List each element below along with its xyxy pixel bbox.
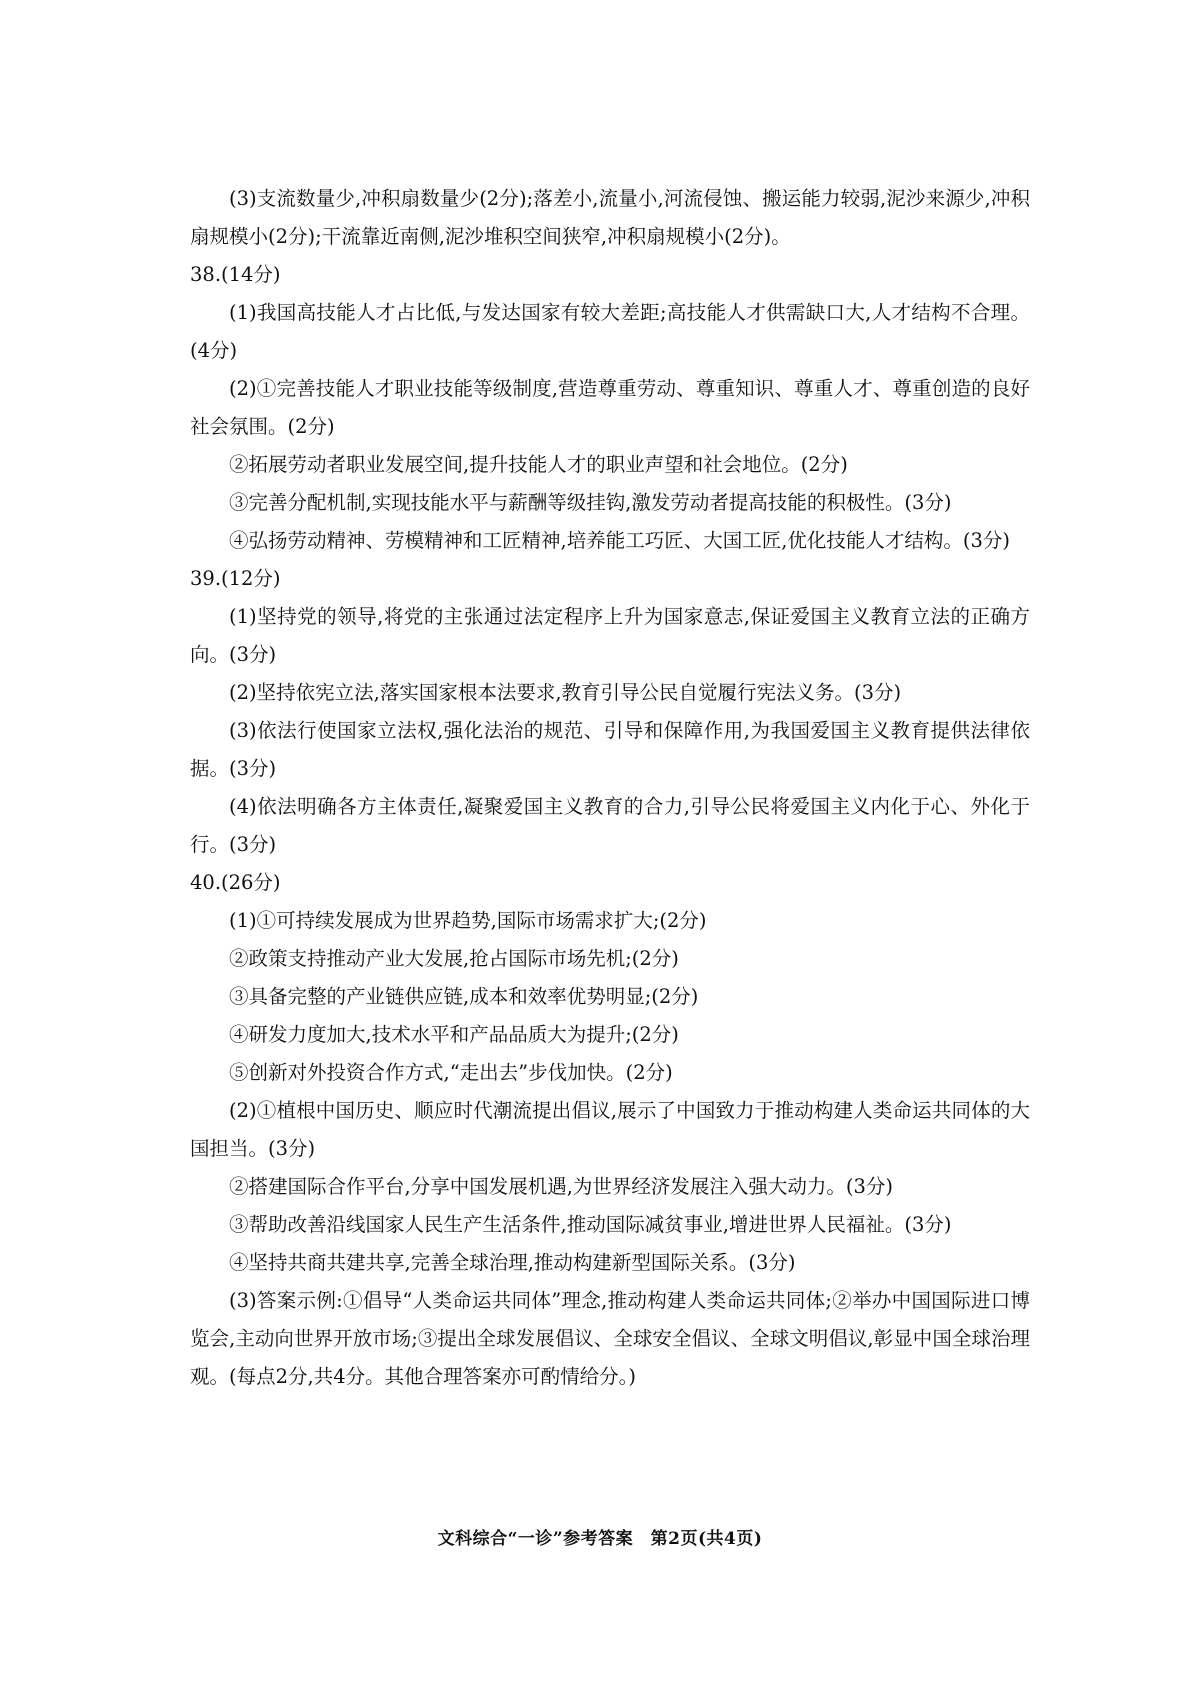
answer-content [190,180,1030,1396]
answer-paragraph: (3)支流数量少,冲积扇数量少(2分);落差小,流量小,河流侵蚀、搬运能力较弱,泥沙来源少,冲积扇规模小(2分);干流靠近南侧,泥沙堆积空间狭窄,冲积扇规模小(2分)。 [190,187,1030,248]
answer-paragraph: ③完善分配机制,实现技能水平与薪酬等级挂钩,激发劳动者提高技能的积极性。(3分) [229,491,952,514]
answer-paragraph: ⑤创新对外投资合作方式,“走出去”步伐加快。(2分) [229,1061,673,1084]
answer-paragraph: ②搭建国际合作平台,分享中国发展机遇,为世界经济发展注入强大动力。(3分) [229,1175,894,1198]
answer-paragraph: (1)我国高技能人才占比低,与发达国家有较大差距;高技能人才供需缺口大,人才结构不合理。(4分) [190,301,1030,362]
answer-paragraph: (2)①完善技能人才职业技能等级制度,营造尊重劳动、尊重知识、尊重人才、尊重创造的良好社会氛围。(2分) [190,377,1030,438]
page-footer: 文科综合“一诊”参考答案 第2页(共4页) [437,1529,763,1549]
answer-paragraph: (2)坚持依宪立法,落实国家根本法要求,教育引导公民自觉履行宪法义务。(3分) [229,681,902,704]
answer-paragraph: ③帮助改善沿线国家人民生产生活条件,推动国际减贫事业,增进世界人民福祉。(3分) [229,1213,952,1236]
answer-paragraph: ②政策支持推动产业大发展,抢占国际市场先机;(2分) [229,947,679,970]
answer-paragraph: (2)①植根中国历史、顺应时代潮流提出倡议,展示了中国致力于推动构建人类命运共同体的大国担当。(3分) [190,1099,1030,1160]
answer-paragraph: ④研发力度加大,技术水平和产品品质大为提升;(2分) [229,1023,679,1046]
answer-paragraph: (1)①可持续发展成为世界趋势,国际市场需求扩大;(2分) [229,909,707,932]
answer-paragraph: ④弘扬劳动精神、劳模精神和工匠精神,培养能工巧匠、大国工匠,优化技能人才结构。(3分) [229,529,1011,552]
answer-paragraph: ④坚持共商共建共享,完善全球治理,推动构建新型国际关系。(3分) [229,1251,796,1274]
answer-paragraph: (1)坚持党的领导,将党的主张通过法定程序上升为国家意志,保证爱国主义教育立法的正确方向。(3分) [190,605,1030,666]
question-heading: 38.(14分) [190,263,281,286]
answer-paragraph: (4)依法明确各方主体责任,凝聚爱国主义教育的合力,引导公民将爱国主义内化于心、外化于行。(3分) [190,795,1030,856]
answer-paragraph: ③具备完整的产业链供应链,成本和效率优势明显;(2分) [229,985,699,1008]
question-heading: 39.(12分) [190,567,281,590]
answer-paragraph: (3)答案示例:①倡导“人类命运共同体”理念,推动构建人类命运共同体;②举办中国国际进口博览会,主动向世界开放市场;③提出全球发展倡议、全球安全倡议、全球文明倡议,彰显中国全球治理观。(每点2分,共4分。其他合理答案亦可酌情给分。) [190,1289,1030,1388]
answer-paragraph: ②拓展劳动者职业发展空间,提升技能人才的职业声望和社会地位。(2分) [229,453,848,476]
answer-paragraph: (3)依法行使国家立法权,强化法治的规范、引导和保障作用,为我国爱国主义教育提供法律依据。(3分) [190,719,1030,780]
question-heading: 40.(26分) [190,871,281,894]
